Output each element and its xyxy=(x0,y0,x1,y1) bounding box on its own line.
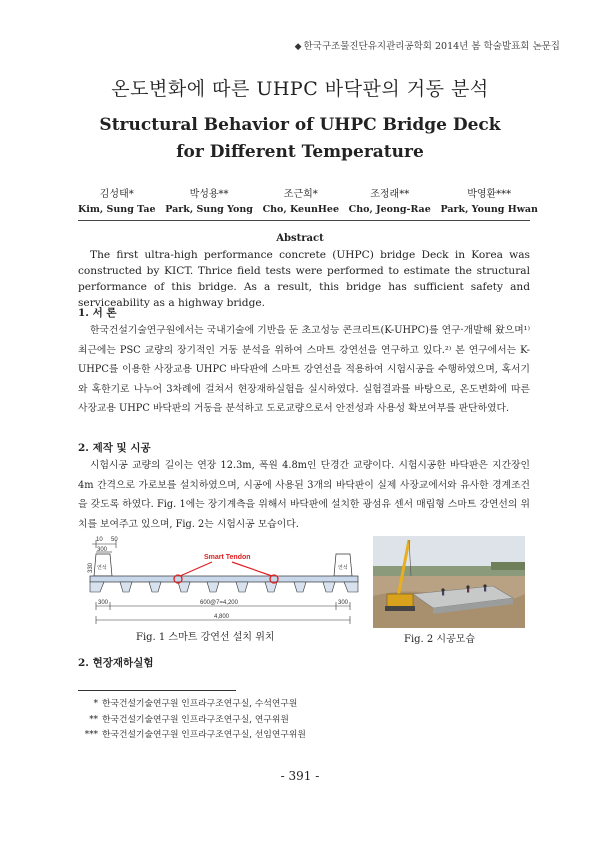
section-heading-field-test: 2. 현장재하실험 xyxy=(78,657,154,669)
author xyxy=(165,187,253,217)
author-name-ko: 조근희* xyxy=(283,189,318,200)
dim-label: 50 xyxy=(111,537,118,543)
title-korean: 온도변화에 따른 UHPC 바닥판의 거동 분석 xyxy=(111,78,489,100)
author-name-en: Cho, Jeong-Rae xyxy=(348,204,431,215)
title-english-line2: for Different Temperature xyxy=(176,142,424,162)
running-header xyxy=(295,38,560,52)
author-name-ko: 조정래** xyxy=(370,189,410,200)
dim-label: 10 xyxy=(96,537,103,543)
tendon-arrow xyxy=(232,562,272,576)
author-name-en: Kim, Sung Tae xyxy=(78,204,156,215)
barrier-label: 연석 xyxy=(97,565,107,571)
author xyxy=(440,187,538,217)
author xyxy=(349,187,431,217)
author-name-ko: 박영환*** xyxy=(467,189,512,200)
footnote xyxy=(84,728,306,744)
section-heading-construction: 2. 제작 및 시공 xyxy=(78,442,151,454)
footnote-text: 한국건설기술연구원 인프라구조연구실, 선임연구위원 xyxy=(102,730,306,740)
deck-slab xyxy=(90,576,358,582)
journal-name: 한국구조물진단유지관리공학회 2014년 봄 학술발표회 논문집 xyxy=(303,41,560,52)
figure2-construction-photo xyxy=(373,536,525,628)
author-name-en: Park, Sung Yong xyxy=(165,204,253,215)
page-number: - 391 - xyxy=(280,769,320,783)
dim-label: 300 xyxy=(97,547,108,553)
author-name-ko: 박성용** xyxy=(189,189,229,200)
title-english-line1: Structural Behavior of UHPC Bridge Deck xyxy=(99,115,501,135)
footnote xyxy=(84,697,306,713)
author-name-en: Park, Young Hwan xyxy=(440,204,538,215)
figure1-cross-section-diagram xyxy=(82,536,364,628)
header-mark-icon: ◆ xyxy=(294,42,302,52)
abstract-heading: Abstract xyxy=(276,233,324,244)
footnote-mark: * xyxy=(93,699,98,709)
footnote xyxy=(84,713,306,729)
figure1-caption: Fig. 1 스마트 강연선 설치 위치 xyxy=(136,632,275,643)
footnote-mark: *** xyxy=(84,730,98,740)
footnote-text: 한국건설기술연구원 인프라구조연구실, 연구위원 xyxy=(102,714,289,725)
section-text-introduction: 한국건설기술연구원에서는 국내기술에 기반을 둔 초고성능 콘크리트(K-UHPC)를 연구·개발해 왔으며¹⁾ 최근에는 PSC 교량의 장기적인 거동 분석을 위하여 스마트 강연선을 연구하고 있다.²⁾ 본 연구에서는 K-UHPC를 이용한 사장교용 UHPC 바닥판에 스마트 강연선을 적용하여 시험시공을 수행하였으며, 혹서기와 혹한기로 나누어 3차례에 걸쳐서 현장재하실험을 실시하였다. 실험결과를 바탕으로, 온도변화에 따른 사장교용 UHPC 바닥판의 거동을 분석하고 도로교량으로서 안전성과 사용성 확보여부를 판단하였다. xyxy=(78,325,530,414)
dim-label: 300 xyxy=(98,600,109,606)
divider xyxy=(78,220,530,221)
tendon-arrow xyxy=(180,562,212,576)
footnote-mark: ** xyxy=(89,714,98,725)
section-text-construction: 시험시공 교량의 길이는 연장 12.3m, 폭원 4.8m인 단경간 교량이다. 시험시공한 바닥판은 지간장인 4m 간격으로 가로보를 설치하였으며, 시공에 사용된 3개의 바닥판이 실제 사장교에서와 유사한 경계조건을 갖도록 하였다. Fig. 1에는 장기계측을 위해서 바닥판에 설치한 광섬유 센서 매립형 스마트 강연선의 위치를 보여주고 있으며, Fig. 2는 시험시공 모습이다. xyxy=(78,460,530,530)
dim-label: 300 xyxy=(338,600,349,606)
barrier-label: 연석 xyxy=(338,565,348,571)
smart-tendon-label: Smart Tendon xyxy=(204,554,251,561)
author-name-ko: 김성태* xyxy=(99,189,134,200)
author xyxy=(78,187,156,217)
dim-label: 600@7=4,200 xyxy=(200,600,238,606)
author-name-en: Cho, KeunHee xyxy=(262,204,339,215)
dim-label: 4,800 xyxy=(214,614,230,620)
dim-label: 330 xyxy=(88,562,94,573)
author xyxy=(263,187,339,217)
footnote-text: 한국건설기술연구원 인프라구조연구실, 수석연구원 xyxy=(102,699,298,709)
footnote-divider xyxy=(78,690,236,691)
abstract-text: The first ultra-high performance concrete (UHPC) bridge Deck in Korea was constructed by KICT. Thrice field tests were performed to estimate the structural performance of this bridge. As a result, this bridge has sufficient safety and serviceability as a highway bridge. xyxy=(78,249,530,309)
section-heading-introduction: 1. 서 론 xyxy=(78,307,117,319)
author-list xyxy=(78,187,538,217)
footnotes xyxy=(84,697,306,744)
deck-ribs xyxy=(90,582,358,592)
figure2-caption: Fig. 2 시공모습 xyxy=(404,634,476,645)
title-english xyxy=(0,112,600,166)
